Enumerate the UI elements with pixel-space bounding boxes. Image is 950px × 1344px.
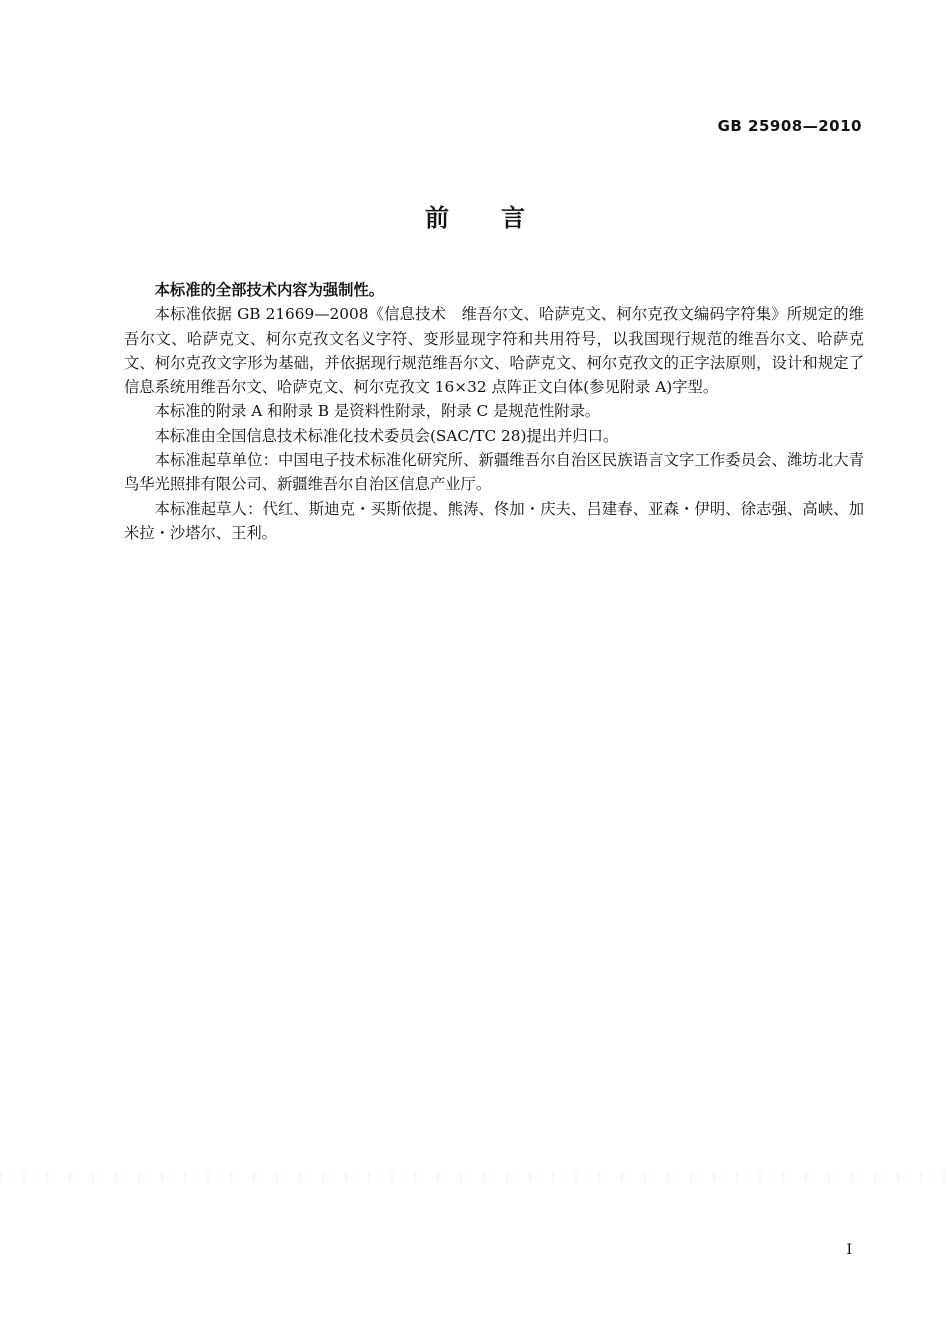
document-body: [124, 278, 864, 545]
standard-code: GB 25908—2010: [717, 117, 862, 135]
paragraph-proposer: 本标准由全国信息技术标准化技术委员会(SAC/TC 28)提出并归口。: [154, 426, 619, 445]
paragraph-drafting-units: 本标准起草单位：中国电子技术标准化研究所、新疆维吾尔自治区民族语言文字工作委员会、潍坊北大青鸟华光照排有限公司、新疆维吾尔自治区信息产业厅。: [124, 451, 864, 494]
paragraph-appendices: 本标准的附录 A 和附录 B 是资料性附录，附录 C 是规范性附录。: [154, 402, 601, 421]
paragraph-basis: 本标准依据 GB 21669—2008《信息技术 维吾尔文、哈萨克文、柯尔克孜文编码字符集》所规定的维吾尔文、哈萨克文、柯尔克孜文名义字符、变形显现字符和共用符号，以我国现行规范的维吾尔文、哈萨克文、柯尔克孜文字形为基础，并依据现行规范维吾尔文、哈萨克文、柯尔克孜文的正字法原则，设计和规定了信息系统用维吾尔文、哈萨克文、柯尔克孜文 16×32 点阵正文白体(参见附录 A)字型。: [124, 305, 864, 397]
page-title: 前言: [425, 204, 577, 232]
paragraph-mandatory: 本标准的全部技术内容为强制性。: [154, 281, 385, 299]
paragraph-drafters: 本标准起草人：代红、斯迪克・买斯依提、熊涛、佟加・庆夫、吕建春、亚森・伊明、徐志强、高峡、加米拉・沙塔尔、王利。: [124, 499, 864, 542]
page-number: I: [846, 1242, 852, 1258]
scan-artifact-line: [0, 1172, 950, 1182]
